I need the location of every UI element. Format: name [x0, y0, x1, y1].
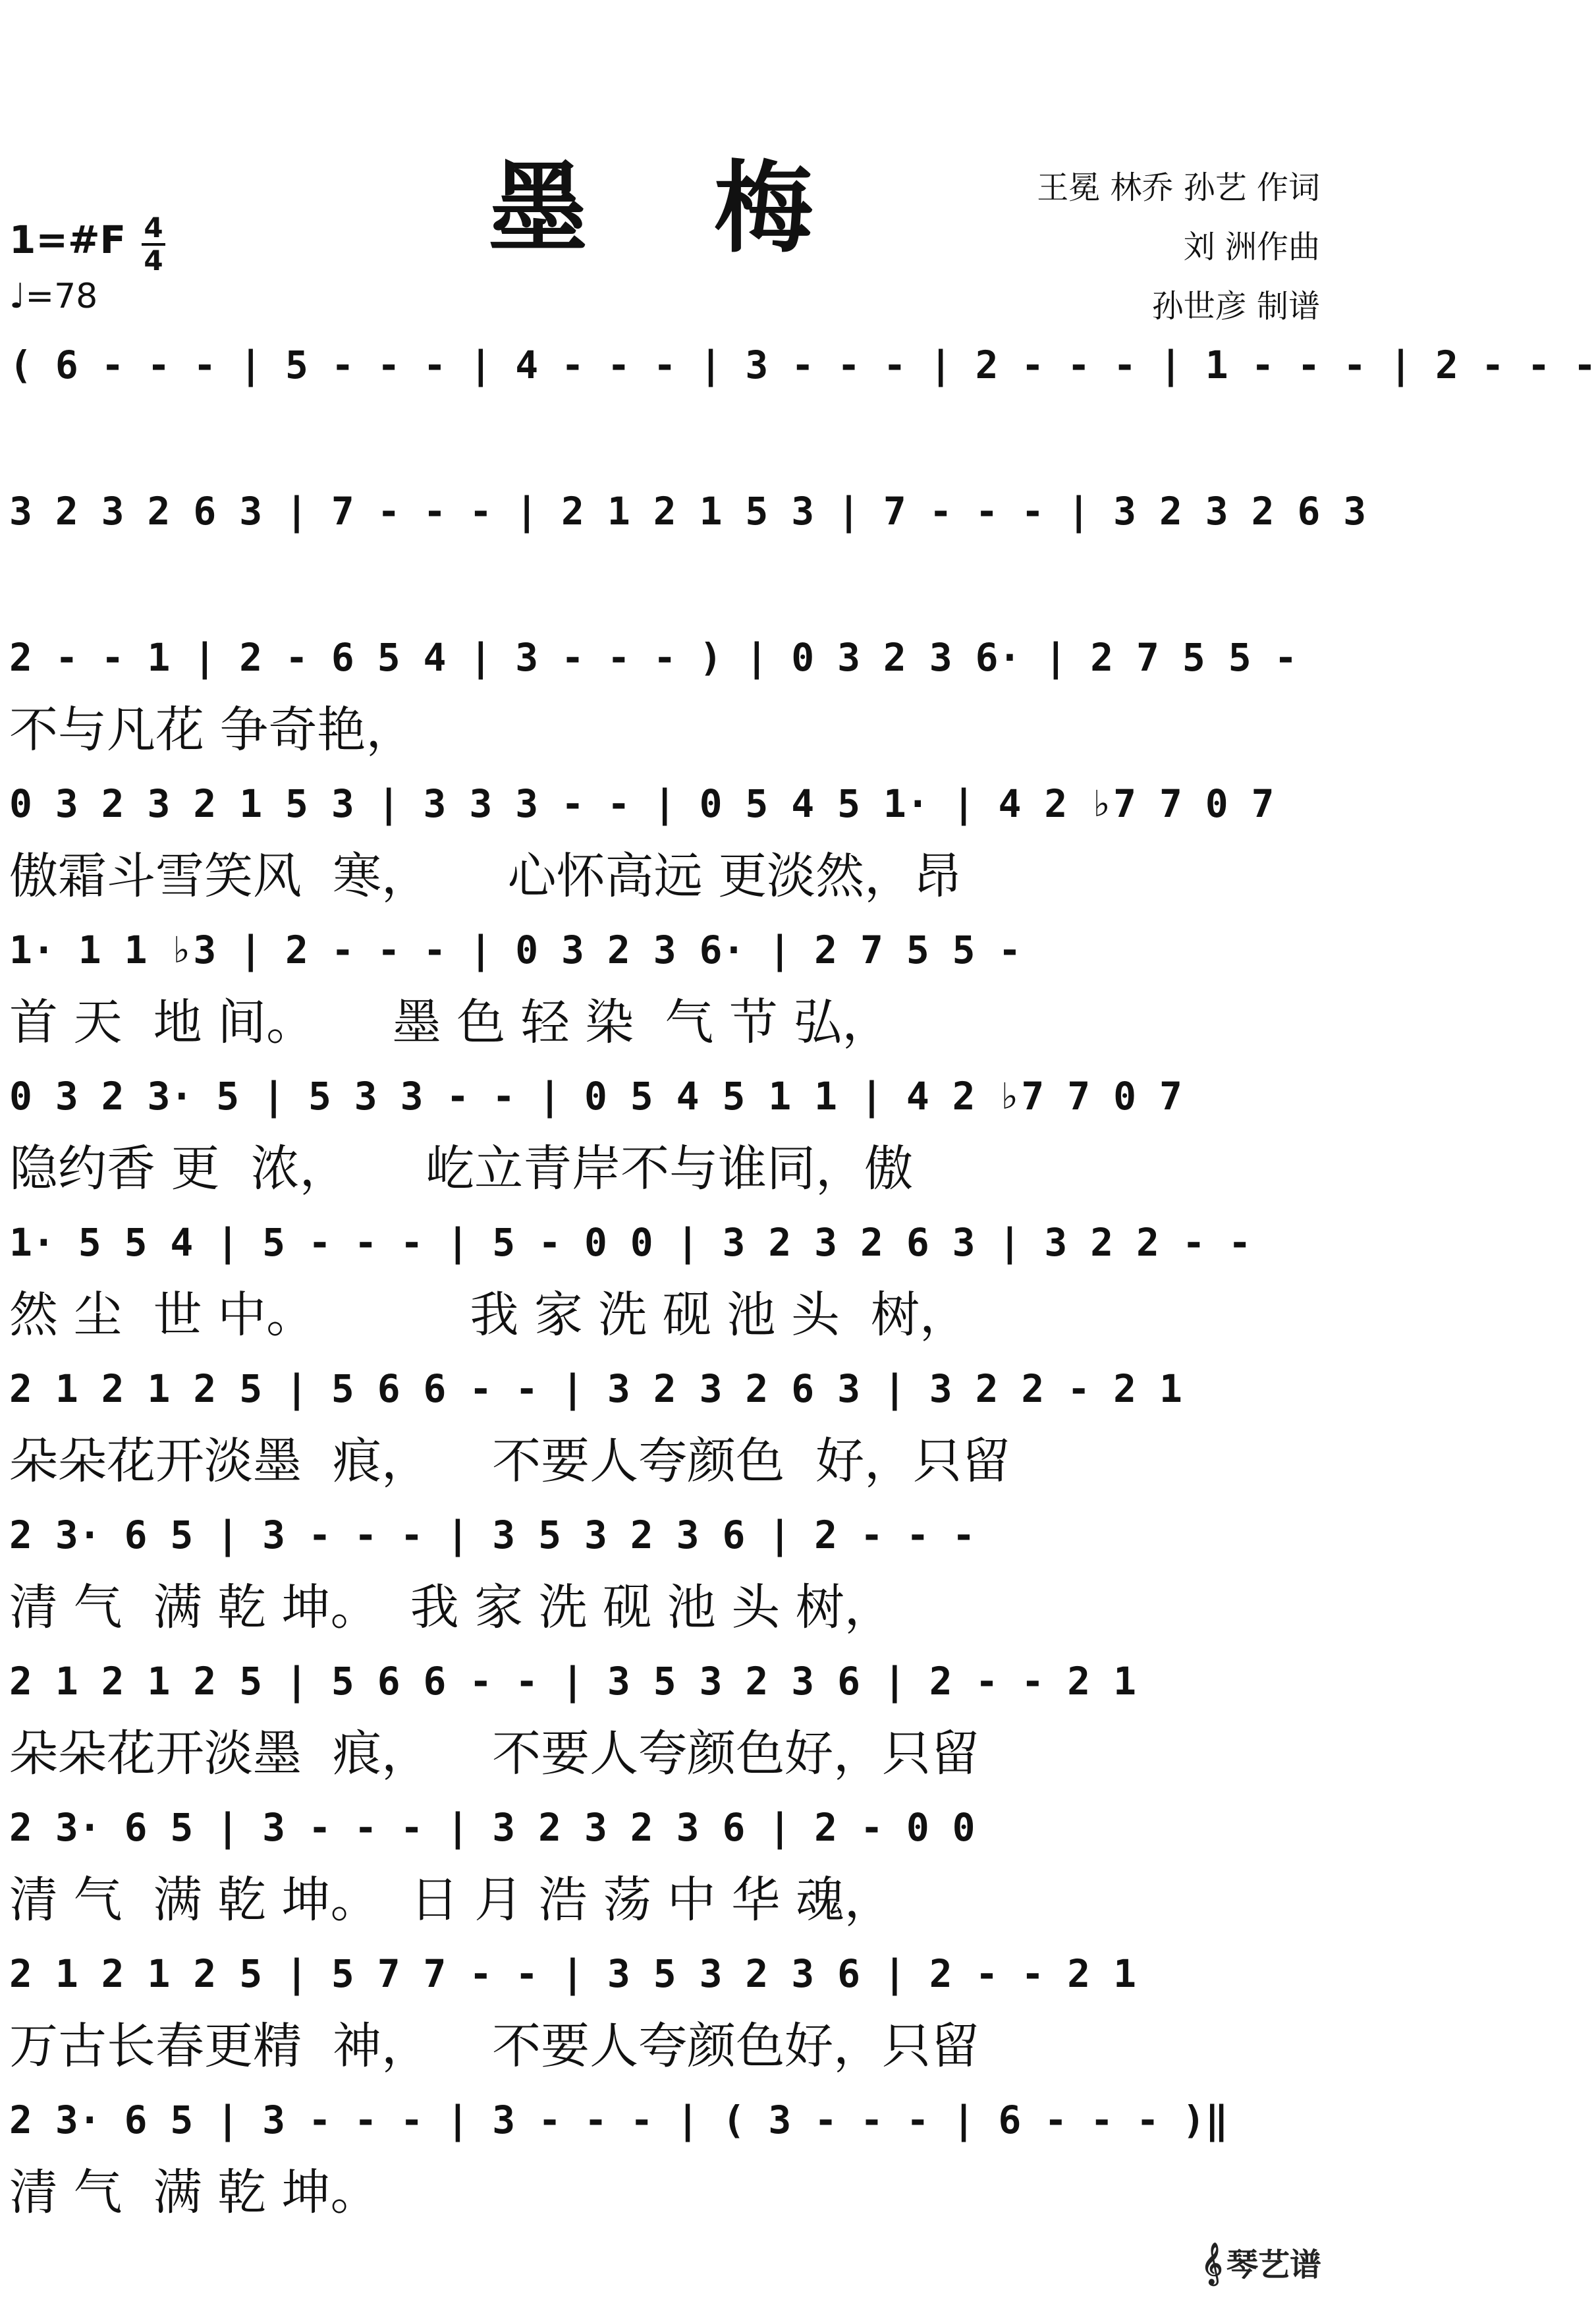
lyricist-credit: 王冕 林乔 孙艺 作词: [1037, 169, 1320, 206]
lyrics-line-8: 朵朵花开淡墨 痕， 不要人夸颜色 好，只留: [9, 1433, 1011, 1490]
lyrics-line-10: 朵朵花开淡墨 痕， 不要人夸颜色好，只留: [9, 1725, 980, 1782]
lyrics-line-7: 然 尘 世 中。 我 家 洗 砚 池 头 树，: [9, 1287, 968, 1343]
logo-text: 琴艺谱: [1226, 2246, 1321, 2283]
transcriber-credit: 孙世彦 制谱: [1151, 288, 1320, 325]
time-signature-bottom: 4: [144, 244, 163, 277]
logo-icon: 𝄞: [1201, 2242, 1223, 2284]
notes-line-5: 1· 1 1 ♭3 | 2 - - - | 0 3 2 3 6· | 2 7 5 5 -: [9, 928, 1022, 972]
notes-line-1: ( 6 - - - | 5 - - - | 4 - - - | 3 - - - | 2 - - - | 1 - - - | 2 - - -: [9, 343, 1596, 387]
notes-line-9: 2 3· 6 5 | 3 - - - | 3 5 3 2 3 6 | 2 - - -: [9, 1513, 976, 1557]
page-title: 墨 梅: [488, 152, 860, 266]
time-signature: [142, 211, 165, 277]
lyrics-line-5: 首 天 地 间。 墨 色 轻 染 气 节 弘，: [9, 994, 891, 1051]
site-logo: [1201, 2239, 1321, 2285]
lyrics-line-12: 万古长春更精 神， 不要人夸颜色好，只留: [9, 2018, 980, 2074]
credits: [1037, 158, 1320, 336]
notes-line-6: 0 3 2 3· 5 | 5 3 3 - - | 0 5 4 5 1 1 | 4 2 ♭7 7 0 7: [9, 1074, 1182, 1119]
tempo-mark: ♩=78: [9, 277, 98, 316]
notes-line-12: 2 1 2 1 2 5 | 5 7 7 - - | 3 5 3 2 3 6 | 2 - - 2 1: [9, 1951, 1137, 1996]
lyrics-line-13: 清 气 满 乾 坤。: [9, 2164, 379, 2221]
time-signature-top: 4: [144, 211, 163, 244]
lyrics-line-11: 清 气 满 乾 坤。 日 月 浩 荡 中 华 魂，: [9, 1872, 893, 1928]
lyrics-line-3: 不与凡花 争奇艳，: [9, 702, 415, 758]
notes-line-2: 3 2 3 2 6 3 | 7 - - - | 2 1 2 1 5 3 | 7 - - - | 3 2 3 2 6 3: [9, 489, 1367, 534]
composer-credit: 刘 洲作曲: [1183, 229, 1320, 265]
notes-line-3: 2 - - 1 | 2 - 6 5 4 | 3 - - - ) | 0 3 2 3 6· | 2 7 5 5 -: [9, 635, 1298, 680]
lyrics-line-4: 傲霜斗雪笑风 寒， 心怀高远 更淡然，昂: [9, 848, 962, 905]
notes-line-4: 0 3 2 3 2 1 5 3 | 3 3 3 - - | 0 5 4 5 1· | 4 2 ♭7 7 0 7: [9, 781, 1275, 826]
notes-line-8: 2 1 2 1 2 5 | 5 6 6 - - | 3 2 3 2 6 3 | 3 2 2 - 2 1: [9, 1366, 1182, 1411]
key-signature: 1=#F: [9, 217, 126, 262]
notes-line-13: 2 3· 6 5 | 3 - - - | 3 - - - | ( 3 - - - | 6 - - - )‖: [9, 2098, 1228, 2142]
lyrics-line-6: 隐约香 更 浓， 屹立青岸不与谁同，傲: [9, 1140, 914, 1197]
lyrics-line-9: 清 气 满 乾 坤。 我 家 洗 砚 池 头 树，: [9, 1579, 893, 1636]
notes-line-10: 2 1 2 1 2 5 | 5 6 6 - - | 3 5 3 2 3 6 | 2 - - 2 1: [9, 1659, 1137, 1704]
notes-line-7: 1· 5 5 4 | 5 - - - | 5 - 0 0 | 3 2 3 2 6 3 | 3 2 2 - -: [9, 1220, 1252, 1265]
notes-line-11: 2 3· 6 5 | 3 - - - | 3 2 3 2 3 6 | 2 - 0 0: [9, 1805, 976, 1850]
